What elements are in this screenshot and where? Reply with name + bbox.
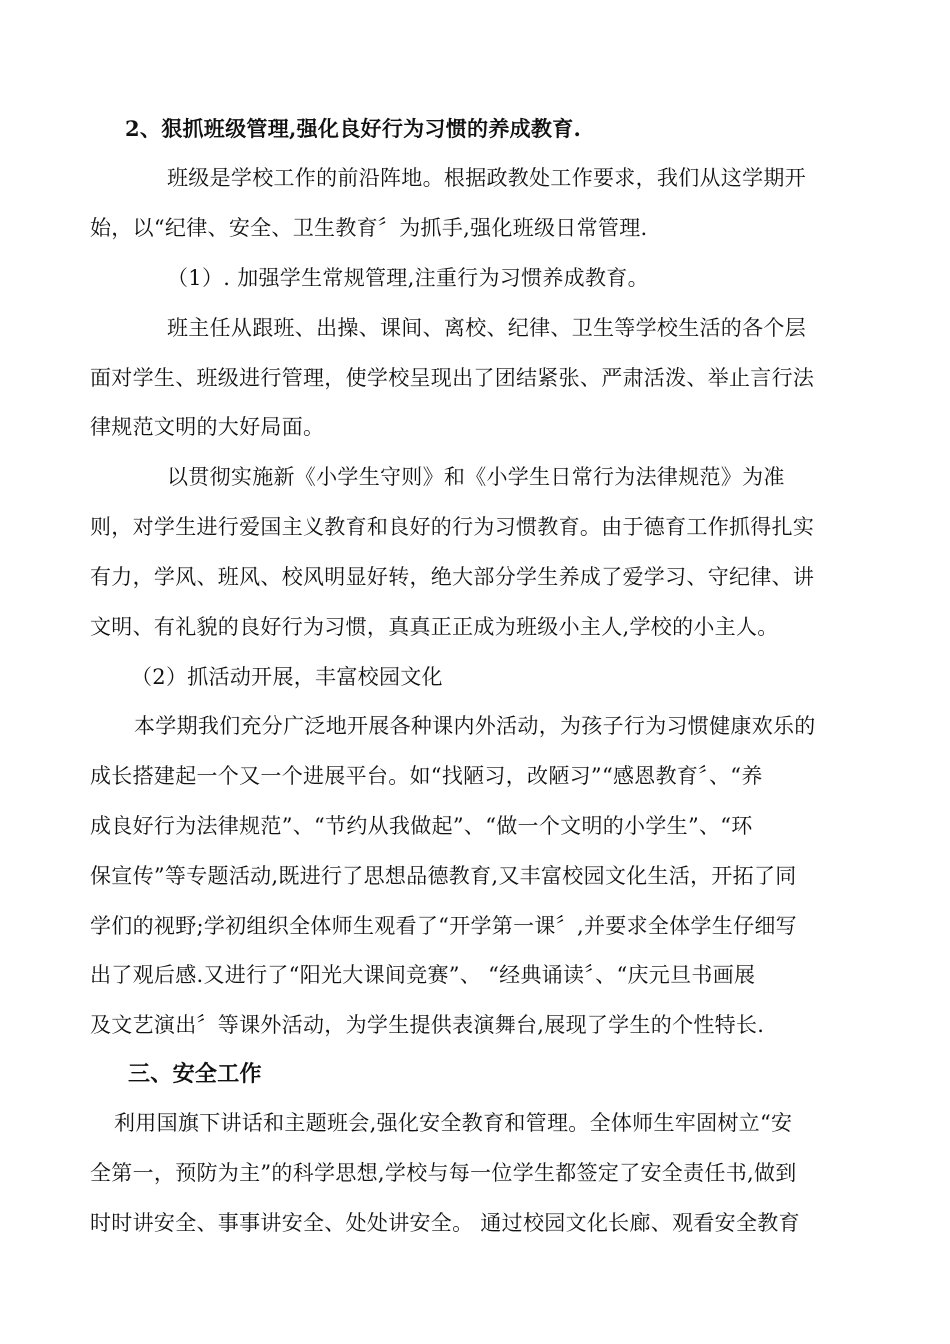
paragraph-line: 始，以“纪律、安全、卫生教育〞为抓手,强化班级日常管理. — [90, 216, 648, 240]
paragraph-line: 有力，学风、班风、校风明显好转，绝大部分学生养成了爱学习、守纪律、讲 — [90, 565, 815, 589]
paragraph-line: 以贯彻实施新《小学生守则》和《小学生日常行为法律规范》为准 — [167, 465, 785, 489]
section-heading-class-management: 2、狠抓班级管理,强化良好行为习惯的养成教育. — [125, 116, 582, 141]
subheading-campus-culture: （2）抓活动开展，丰富校园文化 — [131, 665, 443, 689]
paragraph-line: 及文艺演出〞等课外活动，为学生提供表演舞台,展现了学生的个性特长. — [90, 1013, 765, 1037]
paragraph-line: 全第一，预防为主”的科学思想,学校与每一位学生都签定了安全责任书,做到 — [90, 1161, 797, 1185]
paragraph-line: 面对学生、班级进行管理，使学校呈现出了团结紧张、严肃活泼、举止言行法 — [90, 366, 815, 390]
paragraph-line: 利用国旗下讲话和主题班会,强化安全教育和管理。全体师生牢固树立“安 — [114, 1111, 793, 1135]
paragraph-line: 成长搭建起一个又一个进展平台。如“找陋习，改陋习”“感恩教育〞、“养 — [90, 764, 763, 788]
paragraph-line: 则，对学生进行爱国主义教育和良好的行为习惯教育。由于德育工作抓得扎实 — [90, 515, 815, 539]
paragraph-line: 时时讲安全、事事讲安全、处处讲安全。 通过校园文化长廊、观看安全教育 — [90, 1211, 800, 1235]
paragraph-line: 班主任从跟班、出操、课间、离校、纪律、卫生等学校生活的各个层 — [167, 316, 806, 340]
paragraph-line: 班级是学校工作的前沿阵地。根据政教处工作要求，我们从这学期开 — [167, 166, 806, 190]
paragraph-line: 出了观后感.又进行了“阳光大课间竞赛”、 “经典诵读〞、“庆元旦书画展 — [90, 963, 756, 987]
section-heading-safety: 三、安全工作 — [128, 1061, 262, 1087]
paragraph-line: 本学期我们充分广泛地开展各种课内外活动，为孩子行为习惯健康欢乐的 — [134, 714, 816, 738]
paragraph-line: 文明、有礼貌的良好行为习惯，真真正正成为班级小主人,学校的小主人。 — [90, 615, 779, 639]
subheading-routine-management: （1）. 加强学生常规管理,注重行为习惯养成教育。 — [167, 266, 649, 290]
paragraph-line: 律规范文明的大好局面。 — [90, 415, 325, 439]
paragraph-line: 成良好行为法律规范”、“节约从我做起”、“做一个文明的小学生”、“环 — [90, 814, 753, 838]
paragraph-line: 保宣传”等专题活动,既进行了思想品德教育,又丰富校园文化生活，开拓了同 — [90, 864, 797, 888]
paragraph-line: 学们的视野;学初组织全体师生观看了“开学第一课〞,并要求全体学生仔细写 — [90, 914, 797, 938]
